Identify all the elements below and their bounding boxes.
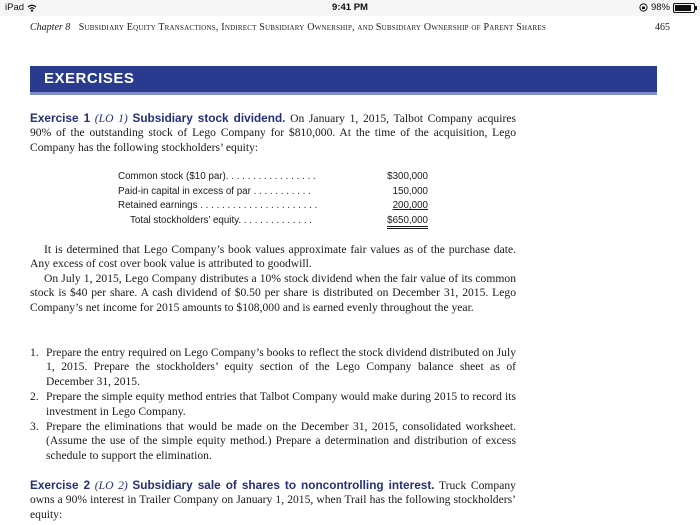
equity-total-value: $650,000 [387, 215, 428, 229]
equity-total-row [118, 215, 428, 230]
equity-row [118, 171, 428, 186]
equity-row-label: Paid-in capital in excess of par . . . . . . . . . . . [118, 185, 311, 197]
list-item-number: 3. [30, 420, 39, 434]
battery-icon [673, 3, 695, 13]
list-item-text: Prepare the eliminations that would be made on the December 31, 2015, consolidated worksheet. (Assume the use of the simple equity method.) Prepare a determination and distribution of excess schedule to support the elimination. [46, 420, 516, 462]
equity-row-value: 150,000 [392, 185, 428, 197]
list-item-number: 2. [30, 390, 39, 404]
device-label: iPad [5, 2, 25, 13]
status-right [639, 2, 695, 13]
exercise1-para2: It is determined that Lego Company’s book values approximate fair values as of the purchase date. Any excess of cost over book value is attributed to goodwill. [30, 243, 516, 271]
exercise2-label: Exercise 2 [30, 478, 91, 492]
rotation-lock-icon [639, 3, 648, 12]
equity-table [118, 171, 428, 229]
equity-row-label: Retained earnings . . . . . . . . . . . . . . . . . . . . . . [118, 200, 318, 211]
list-item-number: 1. [30, 346, 39, 359]
chapter-label: Chapter 8 [30, 22, 71, 33]
status-time: 9:41 PM [332, 2, 368, 13]
exercise1-intro-text: On January 1, 2015, Talbot Company acquires 90% of the outstanding stock of Lego Company for $810,000. At the time of the acquisition, Lego Company has the following stockholders’ equity: [30, 112, 516, 154]
exercise2-intro [30, 478, 516, 522]
status-bar [0, 0, 700, 16]
equity-row-value: $300,000 [387, 171, 428, 182]
exercise1-intro [30, 111, 516, 155]
exercise1-requirements [30, 346, 516, 464]
equity-row-value: 200,000 [392, 200, 428, 211]
chapter-title: Subsidiary Equity Transactions, Indirect Subsidiary Ownership, and Subsidiary Ownership of Parent Shares [78, 22, 546, 33]
list-item-text: Prepare the simple equity method entries that Talbot Company would make during 2015 to record its investment in Lego Company. [46, 390, 516, 418]
battery-percent: 98% [650, 2, 670, 13]
exercise1-lo: (LO 1) [94, 112, 128, 125]
exercise2-lo: (LO 2) [94, 479, 128, 492]
page-number: 465 [655, 22, 670, 33]
list-item-text: Prepare the entry required on Lego Company’s books to reflect the stock dividend distributed on July 1, 2015. Prepare the stockholders’ equity section of the Lego Company balance sheet as of December 31, 2015. [46, 346, 516, 388]
section-banner [30, 66, 657, 95]
equity-row-label: Common stock ($10 par). . . . . . . . . . . . . . . . . [118, 171, 316, 182]
list-item [30, 420, 516, 463]
equity-total-label: Total stockholders’ equity. . . . . . . . . . . . . . [130, 214, 312, 226]
exercise2-intro-text: Truck Company owns a 90% interest in Trailer Company on January 1, 2015, when Trail has the following stockholders’ equity: [30, 479, 516, 521]
running-header [30, 22, 670, 33]
exercise1-para3: On July 1, 2015, Lego Company distributes a 10% stock dividend when the fair value of its common stock is $40 per share. A cash dividend of $0.50 per share is distributed on December 31, 2015. Lego Company’s net income for 2015 amounts to $108,000 and is earned evenly throughout the year. [30, 272, 516, 314]
exercise2-heading: Subsidiary sale of shares to noncontrolling interest. [132, 478, 435, 492]
section-title: EXERCISES [44, 70, 135, 87]
equity-row [118, 186, 428, 201]
exercise1-label: Exercise 1 [30, 111, 91, 125]
list-item [30, 390, 516, 419]
list-item [30, 346, 516, 389]
exercise1-heading: Subsidiary stock dividend. [132, 111, 286, 125]
equity-row [118, 200, 428, 215]
